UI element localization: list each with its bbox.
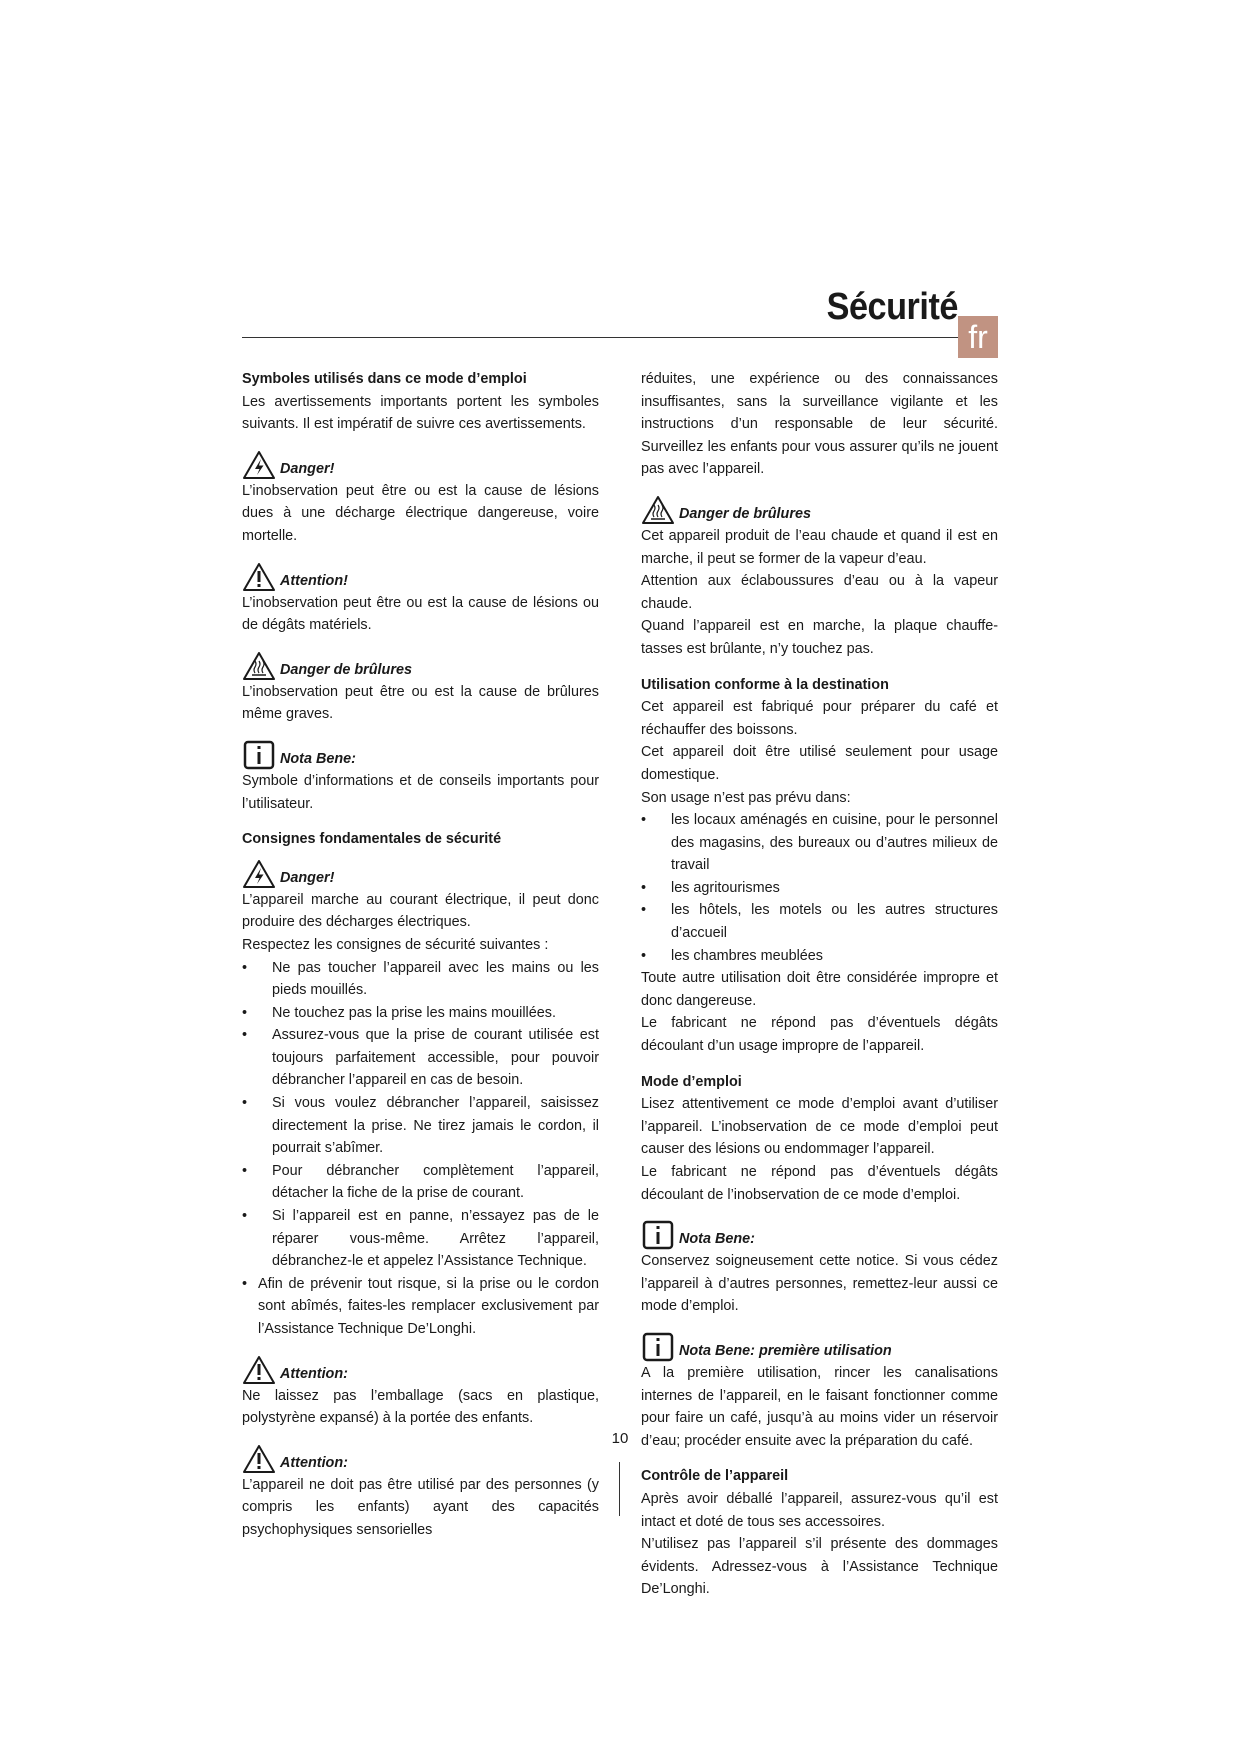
burn-text: L’inobservation peut être ou est la cause de brûlures même graves. [242, 683, 599, 723]
burn-heading [242, 649, 599, 681]
list-item: • Si vous voulez débrancher l’appareil, saisissez directement la prise. Ne tirez jamais le cordon, il pourrait s’abîmer. [242, 1092, 599, 1160]
attention-heading [242, 1353, 599, 1385]
manual-text: Lisez attentivement ce mode d’emploi avant d’utiliser l’appareil. L’inobservation de ce mode d’emploi peut causer des lésions ou endommager l’appareil. [641, 1096, 998, 1158]
note-heading [641, 1330, 998, 1362]
burn-label: Danger de brûlures [280, 661, 412, 678]
burn-text: Quand l’appareil est en marche, la plaque chauffe-tasses est brûlante, n’y touchez pas. [641, 618, 998, 657]
list-item: • Si l’appareil est en panne, n’essayez pas de le réparer vous-même. Arrêtez l’appareil, débranchez-le et appelez l’Assistance Technique. [242, 1205, 599, 1273]
usage-text: Son usage n’est pas prévu dans: [641, 789, 851, 806]
info-icon [242, 740, 276, 770]
attention-heading [242, 560, 599, 592]
danger-text: L’inobservation peut être ou est la cause de lésions dues à une décharge électrique dangereuse, voire mortelle. [242, 482, 599, 544]
check-text: N’utilisez pas l’appareil s’il présente des dommages évidents. Adressez-vous à l’Assistance Technique De’Longhi. [641, 1536, 998, 1598]
check-heading: Contrôle de l’appareil [641, 1468, 789, 1485]
danger-text: L’appareil marche au courant électrique, il peut donc produire des décharges électriques. [242, 891, 599, 931]
danger-heading [242, 448, 599, 480]
burn-label: Danger de brûlures [679, 505, 811, 522]
list-item: • les agritourismes [641, 877, 998, 900]
warning-icon [242, 562, 276, 592]
usage-text: Cet appareil est fabriqué pour préparer du café et réchauffer des boissons. [641, 699, 998, 738]
note-text: Symbole d’informations et de conseils importants pour l’utilisateur. [242, 772, 599, 812]
usage-list [641, 809, 998, 967]
usage-text: Toute autre utilisation doit être considérée impropre et donc dangereuse. [641, 970, 998, 1009]
list-item: • Ne pas toucher l’appareil avec les mains ou les pieds mouillés. [242, 957, 599, 1002]
attention-text: L’inobservation peut être ou est la cause de lésions ou de dégâts matériels. [242, 594, 599, 634]
list-item: • Assurez-vous que la prise de courant utilisée est toujours parfaitement accessible, pour pouvoir débrancher l’appareil en cas de besoin. [242, 1024, 599, 1092]
symbols-intro: Les avertissements importants portent les symboles suivants. Il est impératif de suivre ces avertissements. [242, 393, 599, 433]
safety-heading: Consignes fondamentales de sécurité [242, 831, 502, 848]
hot-surface-icon [641, 495, 675, 525]
manual-heading: Mode d’emploi [641, 1073, 742, 1090]
danger-heading [242, 857, 599, 889]
usage-text: Le fabricant ne répond pas d’éventuels dégâts découlant d’un usage impropre de l’appareil. [641, 1015, 998, 1055]
electric-warning-icon [242, 450, 276, 480]
hot-surface-icon [242, 651, 276, 681]
note-label: Nota Bene: [280, 750, 356, 767]
list-item: • Afin de prévenir tout risque, si la prise ou le cordon sont abîmés, faites-les remplacer exclusivement par l’Assistance Technique De’Longhi. [242, 1273, 599, 1341]
note-heading [242, 738, 599, 770]
list-item: • les chambres meublées [641, 945, 998, 968]
manual-text: Le fabricant ne répond pas d’éventuels dégâts découlant de l’inobservation de ce mode d’emploi. [641, 1164, 998, 1203]
note-label: Nota Bene: première utilisation [679, 1342, 892, 1359]
left-column [242, 368, 599, 1542]
attention-text: Ne laissez pas l’emballage (sacs en plastique, polystyrène expansé) à la portée des enfants. [242, 1387, 599, 1427]
warning-icon [242, 1444, 276, 1474]
usage-text: Cet appareil doit être utilisé seulement pour usage domestique. [641, 744, 998, 783]
list-item: • les hôtels, les motels ou les autres structures d’accueil [641, 899, 998, 944]
attention-label: Attention! [280, 572, 348, 589]
electric-warning-icon [242, 859, 276, 889]
page-number-rule [619, 1462, 620, 1516]
safety-list [242, 957, 599, 1273]
danger-text: Respectez les consignes de sécurité suivantes : [242, 936, 549, 953]
symbols-heading: Symboles utilisés dans ce mode d’emploi [242, 371, 527, 387]
list-item: • Ne touchez pas la prise les mains mouillées. [242, 1002, 599, 1025]
attention-text: L’appareil ne doit pas être utilisé par des personnes (y compris les enfants) ayant des capacités psychophysiques sensorielles [242, 1476, 599, 1538]
page-title: Sécurité [826, 286, 958, 328]
burn-text: Cet appareil produit de l’eau chaude et quand il est en marche, il peut se former de la vapeur d’eau. [641, 527, 998, 567]
check-text: Après avoir déballé l’appareil, assurez-vous qu’il est intact et doté de tous ses accessoires. [641, 1490, 998, 1530]
safety-list-last [242, 1273, 599, 1341]
warning-icon [242, 1355, 276, 1385]
list-item: • Pour débrancher complètement l’appareil, détacher la fiche de la prise de courant. [242, 1160, 599, 1205]
usage-heading: Utilisation conforme à la destination [641, 676, 889, 693]
burn-text: Attention aux éclaboussures d’eau ou à la vapeur chaude. [641, 573, 998, 612]
info-icon [641, 1332, 675, 1362]
page-number: 10 [611, 1430, 629, 1447]
attention-label: Attention: [280, 1365, 348, 1382]
language-badge: fr [958, 316, 998, 358]
title-divider [242, 337, 958, 338]
continued-text: réduites, une expérience ou des connaissances insuffisantes, sans la surveillance vigilante et les instructions d’un responsable de leur sécurité. Surveillez les enfants pour vous assurer qu’ils ne jouent pas avec l’appareil. [641, 371, 998, 478]
attention-label: Attention: [280, 1454, 348, 1471]
note-label: Nota Bene: [679, 1231, 755, 1248]
burn-heading [641, 493, 998, 525]
note-heading [641, 1218, 998, 1250]
danger-label: Danger! [280, 460, 335, 477]
note-text: Conservez soigneusement cette notice. Si vous cédez l’appareil à d’autres personnes, remettez-leur aussi ce mode d’emploi. [641, 1253, 998, 1315]
note-text: A la première utilisation, rincer les canalisations internes de l’appareil, en le faisant fonctionner comme pour faire un café, jusqu’à au moins vider un réservoir d’eau; procéder ensuite avec la préparation du café. [641, 1364, 998, 1449]
list-item: • les locaux aménagés en cuisine, pour le personnel des magasins, des bureaux ou d’autres milieux de travail [641, 809, 998, 877]
danger-label: Danger! [280, 869, 335, 886]
right-column [641, 368, 998, 1601]
info-icon [641, 1220, 675, 1250]
